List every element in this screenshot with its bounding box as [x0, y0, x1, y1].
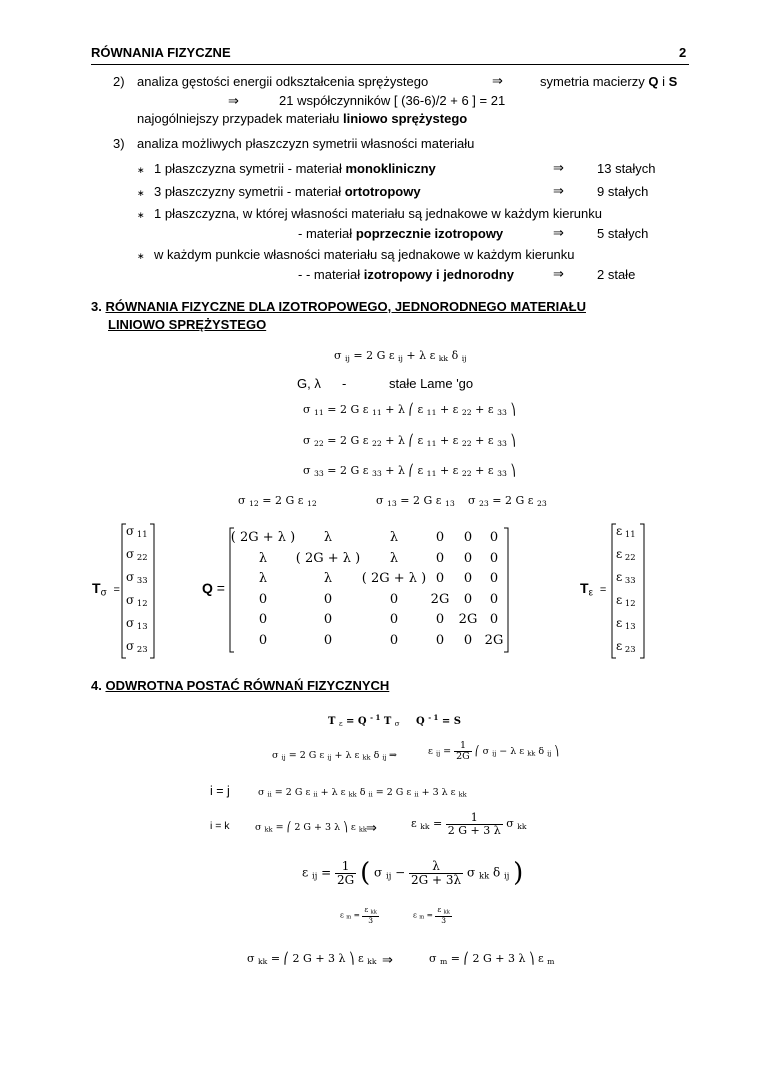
t-eps-sub: ε [588, 587, 593, 599]
q-cell-2-1: λ [258, 550, 268, 566]
bullet-icon: ∗ [137, 210, 145, 220]
q-cell-6-1: 0 [258, 632, 268, 648]
eq-sigma-m-def: ε $_m$ = $\frac{\varepsilon _{kk}}{3}$ [413, 905, 450, 925]
sigma-component-11: σ $_{11}$ [126, 524, 148, 540]
item2-q: Q [648, 74, 659, 89]
eq-sigma33: σ $_{33}$ = 2 G ε $_{33}$ + λ ⎛ ε $_{11}$ + ε $_{22}$ + ε $_{33}$ ⎞ [303, 464, 516, 478]
eq-sigma-ij: σ $_{ij}$ = 2 G ε $_{ij}$ + λ ε $_{kk}$ δ $_{ij}$ [272, 750, 387, 762]
bullet-icon: ∗ [137, 165, 145, 175]
eq-sigma23: σ $_{23}$ = 2 G ε $_{23}$ [468, 494, 547, 508]
eps-component-13: ε $_{13}$ [616, 616, 636, 632]
item3-text: analiza możliwych płaszczyzn symetrii własności materiału [137, 136, 475, 151]
bullet-icon: ∗ [137, 251, 145, 261]
bullet3-bold: poprzecznie izotropowy [355, 226, 504, 241]
eq-sigma12: σ $_{12}$ = 2 G ε $_{12}$ [238, 494, 317, 508]
section3-number: 3. [91, 299, 102, 314]
t-sigma-sub: σ [100, 587, 107, 599]
bullet3-count: 5 stałych [597, 226, 649, 241]
bullet1-count: 13 stałych [597, 161, 656, 176]
q-cell-2-3: λ [389, 550, 399, 566]
bullet1-text [154, 161, 436, 176]
bullet4-line1: w każdym punkcie własności materiału są jednakowe w każdym kierunku [154, 247, 575, 262]
item2-symmetry-text: symetria macierzy [540, 74, 645, 89]
eq-sigma11: σ $_{11}$ = 2 G ε $_{11}$ + λ ⎛ ε $_{11}$ + ε $_{22}$ + ε $_{33}$ ⎞ [303, 403, 516, 417]
lame-symbols: G, λ [297, 376, 321, 391]
bullet3-line1: 1 płaszczyzna, w której własności materiału są jednakowe w każdym kierunku [154, 206, 602, 221]
section4-number: 4. [91, 678, 102, 693]
sigma-component-23: σ $_{23}$ [126, 639, 148, 655]
q-cell-3-2: λ [323, 571, 333, 586]
q-cell-5-6: 0 [489, 612, 499, 627]
q-cell-4-6: 0 [489, 591, 499, 607]
bullet4-pre: - - materiał [298, 267, 361, 282]
page-number: 2 [679, 45, 687, 60]
bullet2-count: 9 stałych [597, 184, 649, 199]
eq-inverse-t: T $_\varepsilon$ = Q $^{- 1}$ T $_\sigma$ [328, 713, 400, 728]
q-cell-6-5: 0 [463, 632, 473, 648]
t-sigma-label: $T_\sigma$ = [92, 580, 120, 599]
lame-dash: - [342, 376, 347, 391]
section4-heading [91, 678, 389, 693]
bullet1-pre: 1 płaszczyzna symetrii - materiał [154, 161, 342, 176]
q-cell-5-4: 0 [435, 612, 445, 627]
header-title: RÓWNANIA FIZYCZNE [91, 45, 231, 60]
eq-sigma-kk: σ $_{kk}$ = ⎛ 2 G + 3 λ ⎞ ε $_{kk}$ [255, 822, 367, 834]
bullet3-text [298, 226, 503, 241]
section4-title: ODWROTNA POSTAĆ RÓWNAŃ FIZYCZNYCH [105, 678, 390, 693]
item2-general-text: najogólniejszy przypadek materiału [137, 111, 340, 126]
eq-sigma-ii: σ $_{ii}$ = 2 G ε $_{ii}$ + λ ε $_{kk}$ δ $_{ii}$ = 2 G ε $_{ii}$ + 3 λ ε $_{kk}$ [258, 787, 467, 799]
q-cell-4-1: 0 [258, 591, 268, 607]
eps-component-22: ε $_{22}$ [616, 547, 636, 563]
q-cell-3-3: ( 2G + λ ) [361, 571, 427, 586]
case-ij: i = j [210, 784, 230, 798]
bullet2-pre: 3 płaszczyzny symetrii - materiał [154, 184, 342, 199]
t-eps-letter: T [580, 580, 589, 596]
item2-symmetry [540, 74, 677, 89]
bullet1-bold: monokliniczny [345, 161, 436, 176]
lame-text: stałe Lame 'go [389, 376, 474, 391]
q-cell-1-2: λ [323, 530, 333, 545]
bullet4-bold: izotropowy i jednorodny [363, 267, 514, 282]
q-cell-3-5: 0 [463, 571, 473, 586]
bullet3-pre: - materiał [298, 226, 353, 241]
q-cell-6-4: 0 [435, 632, 445, 648]
q-cell-2-4: 0 [435, 550, 445, 566]
sigma-component-13: σ $_{13}$ [126, 616, 148, 632]
q-cell-4-4: 2G [430, 591, 450, 607]
bullet2-text [154, 184, 421, 199]
eq-eps-kk: ε $_{kk}$ = $\frac{1}{2 G + 3 \lambda}$ σ $_{kk}$ [411, 811, 527, 837]
case-ik: i = k [210, 820, 230, 832]
q-cell-1-6: 0 [489, 530, 499, 545]
q-cell-6-6: 2G [484, 632, 504, 648]
q-matrix-label: Q = [202, 580, 225, 596]
bullet4-text [298, 267, 514, 282]
q-cell-5-5: 2G [458, 612, 478, 627]
section3-title-line2: LINIOWO SPRĘŻYSTEGO [108, 317, 267, 332]
sigma-component-22: σ $_{22}$ [126, 547, 148, 563]
q-cell-6-2: 0 [323, 632, 333, 648]
bullet4-count: 2 stałe [597, 267, 636, 282]
eps-component-33: ε $_{33}$ [616, 570, 636, 586]
eq-arrow-2: ⇒ [366, 820, 377, 835]
q-cell-1-3: λ [389, 530, 399, 545]
item2-general [137, 111, 467, 126]
q-letter: Q [202, 580, 213, 596]
bullet3-arrow: ⇒ [553, 225, 564, 240]
bullet2-bold: ortotropowy [344, 184, 421, 199]
q-cell-3-4: 0 [435, 571, 445, 586]
q-cell-1-4: 0 [435, 530, 445, 545]
eq-general: σ $_{ij}$ = 2 G ε $_{ij}$ + λ ε $_{kk}$ δ $_{ij}$ [334, 349, 467, 363]
item2-number: 2) [113, 74, 125, 89]
item2-i: i [662, 74, 666, 89]
item2-arrow-2: ⇒ [228, 93, 239, 108]
bullet2-arrow: ⇒ [553, 183, 564, 198]
q-cell-4-2: 0 [323, 591, 333, 607]
q-cell-2-6: 0 [489, 550, 499, 566]
q-cell-5-1: 0 [258, 612, 268, 627]
t-sigma-letter: T [92, 580, 101, 596]
eps-component-11: ε $_{11}$ [616, 524, 636, 540]
bullet4-arrow: ⇒ [553, 266, 564, 281]
t-eps-label: $T_\varepsilon$ = [580, 580, 607, 599]
eq-eps-m: ε $_m$ = $\frac{\varepsilon _{kk}}{3}$ [340, 905, 377, 925]
q-cell-5-3: 0 [389, 612, 399, 627]
bullet1-arrow: ⇒ [553, 160, 564, 175]
eps-component-23: ε $_{23}$ [616, 639, 636, 655]
sigma-component-33: σ $_{33}$ [126, 570, 148, 586]
q-cell-2-5: 0 [463, 550, 473, 566]
item2-arrow: ⇒ [492, 73, 503, 88]
bullet-icon: ∗ [137, 188, 145, 198]
item2-coeffs: 21 współczynników [ (36-6)/2 + 6 ] = 21 [279, 93, 506, 108]
eq-arrow-1: ⇒ [389, 750, 397, 761]
section3-heading [91, 299, 586, 314]
eq-sigma22: σ $_{22}$ = 2 G ε $_{22}$ + λ ⎛ ε $_{11}$ + ε $_{22}$ + ε $_{33}$ ⎞ [303, 434, 516, 448]
eq-eps-ij-full: ε $_{ij}$ = $\frac{1}{2G}$ ( σ $_{ij}$ − $\frac{\lambda}{2G + 3\lambda}$ σ $_{kk}$ δ $_{ij}$ ) [302, 858, 524, 888]
section3-title-line1: RÓWNANIA FIZYCZNE DLA IZOTROPOWEGO, JEDNORODNEGO MATERIAŁU [105, 299, 586, 314]
q-cell-5-2: 0 [323, 612, 333, 627]
q-cell-6-3: 0 [389, 632, 399, 648]
eq-sigma-kk-final: σ $_{kk}$ = ⎛ 2 G + 3 λ ⎞ ε $_{kk}$ [247, 952, 377, 966]
eq-eps-ij: ε $_{ij}$ = $\frac{1}{2G}$ ⎛ σ $_{ij}$ − λ ε $_{kk}$ δ $_{ij}$ ⎞ [428, 740, 560, 762]
eq-sigma13: σ $_{13}$ = 2 G ε $_{13}$ [376, 494, 455, 508]
q-cell-4-3: 0 [389, 591, 399, 607]
eq-arrow-3: ⇒ [382, 952, 393, 967]
item3-number: 3) [113, 136, 125, 151]
sigma-component-12: σ $_{12}$ [126, 593, 148, 609]
item2-line1: analiza gęstości energii odkształcenia sprężystego [137, 74, 429, 89]
eps-component-12: ε $_{12}$ [616, 593, 636, 609]
q-cell-3-1: λ [258, 571, 268, 586]
item2-s: S [668, 74, 678, 89]
q-cell-4-5: 0 [463, 591, 473, 607]
q-cell-1-5: 0 [463, 530, 473, 545]
eq-inverse-q: Q $^{- 1}$ = S [416, 713, 461, 728]
header-rule [91, 64, 689, 65]
eq-sigma-m: σ $_m$ = ⎛ 2 G + 3 λ ⎞ ε $_m$ [429, 952, 555, 966]
q-cell-1-1: ( 2G + λ ) [230, 530, 296, 545]
q-cell-3-6: 0 [489, 571, 499, 586]
item2-general-bold: liniowo sprężystego [342, 111, 468, 126]
q-cell-2-2: ( 2G + λ ) [295, 550, 361, 566]
